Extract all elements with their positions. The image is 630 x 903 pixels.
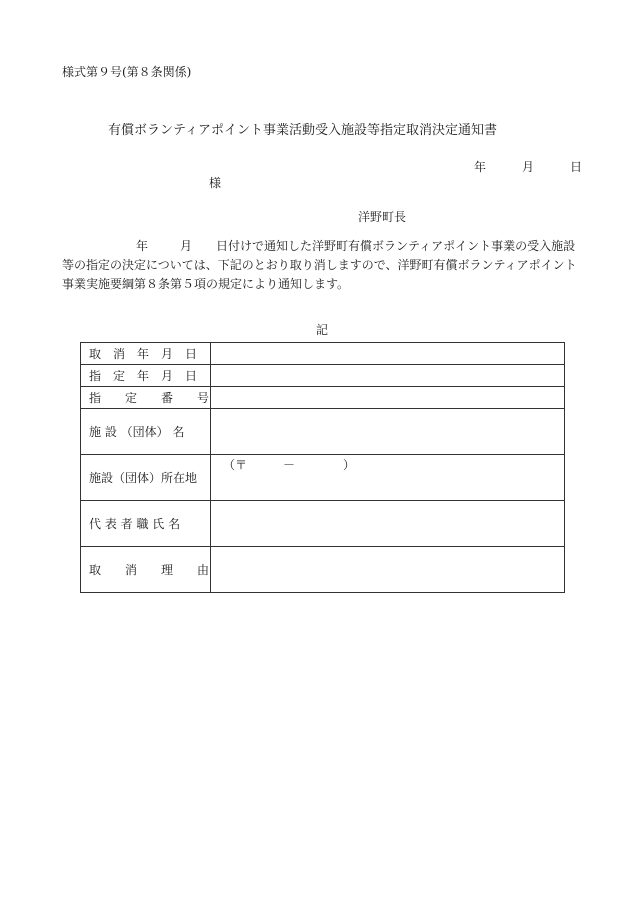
issue-date xyxy=(474,158,582,175)
row-label-cancel-reason: 取 消 理 由 xyxy=(81,547,211,593)
table-row xyxy=(81,387,565,409)
issuer-name: 洋野町長 xyxy=(358,210,407,224)
form-number: 様式第９号(第８条関係) xyxy=(62,65,192,79)
date-year-label: 年 xyxy=(474,160,487,174)
row-value-facility-address xyxy=(211,455,565,501)
body-line-1-text: 日付けで通知した洋野町有償ボランティアポイント事業の受入施設 xyxy=(216,239,576,253)
body-line-3: 事業実施要綱第８条第５項の規定により通知します。 xyxy=(62,277,350,291)
date-month-label: 月 xyxy=(522,160,535,174)
row-value-facility-name xyxy=(211,409,565,455)
body-year-label: 年 xyxy=(136,239,149,253)
table-row xyxy=(81,501,565,547)
row-label-facility-name: 施 設 （団体） 名 xyxy=(81,409,211,455)
postal-code-placeholder: （〒 － ） xyxy=(223,457,356,472)
document-title: 有償ボランティアポイント事業活動受入施設等指定取消決定通知書 xyxy=(108,123,497,138)
row-label-representative: 代 表 者 職 氏 名 xyxy=(81,501,211,547)
body-month-label: 月 xyxy=(180,239,193,253)
date-day-label: 日 xyxy=(570,160,583,174)
row-label-facility-address: 施設（団体）所在地 xyxy=(81,455,211,501)
row-label-designation-number: 指 定 番 号 xyxy=(81,387,211,409)
addressee-suffix: 様 xyxy=(209,176,222,190)
detail-table xyxy=(80,342,565,593)
row-label-cancel-date: 取 消 年 月 日 xyxy=(81,343,211,365)
body-line-1 xyxy=(62,237,582,256)
ki-heading: 記 xyxy=(316,323,329,337)
row-value-representative xyxy=(211,501,565,547)
table-row xyxy=(81,409,565,455)
row-value-designation-number xyxy=(211,387,565,409)
row-value-designation-date xyxy=(211,365,565,387)
table-row xyxy=(81,547,565,593)
body-line-2: 等の指定の決定については、下記のとおり取り消しますので、洋野町有償ボランティアポイント xyxy=(62,258,577,272)
row-value-cancel-reason xyxy=(211,547,565,593)
table-row xyxy=(81,455,565,501)
table-row xyxy=(81,343,565,365)
table-row xyxy=(81,365,565,387)
row-value-cancel-date xyxy=(211,343,565,365)
row-label-designation-date: 指 定 年 月 日 xyxy=(81,365,211,387)
body-paragraph xyxy=(62,237,582,294)
